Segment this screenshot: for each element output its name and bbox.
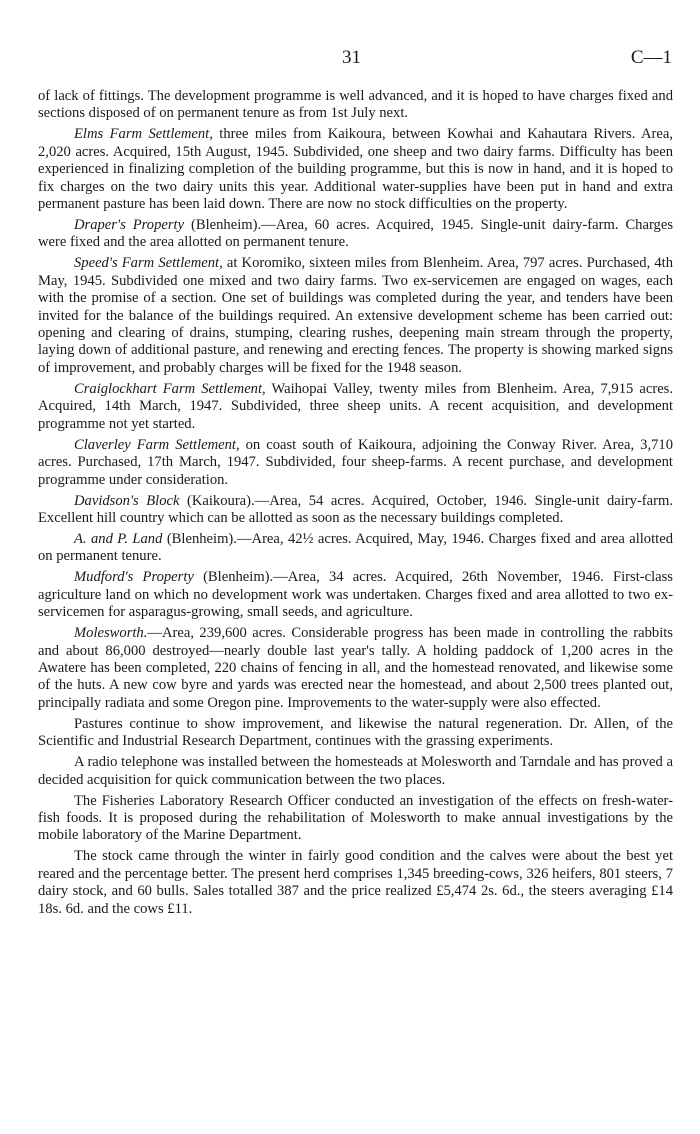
paragraph-heading: A. and P. Land bbox=[74, 530, 163, 547]
paragraph-text: (Kaikoura).—Area, 54 acres. Acquired, October, 1946. Single-unit dairy-farm. Excellent hill country which can be allotted as soon as the necessary buildings completed. bbox=[38, 492, 673, 526]
document-body bbox=[38, 88, 673, 922]
paragraph-speeds-farm bbox=[38, 255, 673, 377]
paragraph-drapers-property bbox=[38, 217, 673, 252]
paragraph-claverley bbox=[38, 437, 673, 489]
paragraph-text: The stock came through the winter in fairly good condition and the calves were about the best yet reared and the percentage better. The present herd comprises 1,345 breeding-cows, 326 heifers, 801 steers, 7 dairy stock, and 60 bulls. Sales totalled 387 and the price realized £5,474 2s. 6d., the steers averaging £14 18s. 6d. and the cows £11. bbox=[38, 848, 673, 917]
paragraph-mudfords-property bbox=[38, 569, 673, 621]
paragraph-molesworth bbox=[38, 625, 673, 712]
paragraph-text: —Area, 239,600 acres. Considerable progress has been made in controlling the rabbits and about 86,000 destroyed—nearly double last year's tally. A holding paddock of 1,200 acres in the Awatere has been completed, 220 chains of fencing in all, and the homestead renovated, and likewise some of the huts. A new cow byre and yards was erected near the homestead, and about 2,500 trees planted out, principally radiata and some Oregon pine. Improvements to the water-supply were also effected. bbox=[38, 625, 673, 711]
paragraph-craiglockhart bbox=[38, 381, 673, 433]
page-header bbox=[0, 47, 700, 71]
paragraph-a-and-p-land bbox=[38, 531, 673, 566]
paragraph-heading: Craiglockhart Farm Settlement, bbox=[74, 380, 266, 397]
paragraph-heading: Elms Farm Settlement, bbox=[74, 126, 213, 143]
paragraph-pastures bbox=[38, 716, 673, 751]
paragraph-elms-farm bbox=[38, 126, 673, 213]
paragraph-heading: Draper's Property bbox=[74, 217, 185, 234]
paragraph-text: of lack of fittings. The development programme is well advanced, and it is hoped to have charges fixed and sections disposed of on permanent tenure as from 1st July next. bbox=[38, 88, 673, 122]
paragraph-text: at Koromiko, sixteen miles from Blenheim. Area, 797 acres. Purchased, 4th May, 1945. Subdivided one mixed and two dairy farms. Two ex-servicemen are engaged on wages, each with the promise of a section. One set of buildings was completed during the year, and tenders have been invited for the balance of the buildings required. An extensive development scheme has been carried out: opening and clearing of drains, stumping, clearing rushes, deepening main stream through the property, laying down of additional pasture, and renewing and erecting fences. The property is showing marked signs of improvement, and probably charges will be fixed for the 1948 season. bbox=[38, 255, 673, 376]
paragraph-text: A radio telephone was installed between the homesteads at Molesworth and Tarndale and has proved a decided acquisition for quick communication between the two places. bbox=[38, 754, 673, 788]
paragraph-text: (Blenheim).—Area, 34 acres. Acquired, 26th November, 1946. First-class agriculture land on which no development work was undertaken. Charges fixed and area allotted to two ex-servicemen for asparagus-growing, small seeds, and agriculture. bbox=[38, 569, 673, 621]
paragraph-davidsons-block bbox=[38, 493, 673, 528]
paragraph-text: The Fisheries Laboratory Research Officer conducted an investigation of the effects on fresh-water-fish foods. It is proposed during the rehabilitation of Molesworth to make annual investigations by the mobile laboratory of the Marine Department. bbox=[38, 792, 673, 844]
paragraph-heading: Claverley Farm Settlement, bbox=[74, 436, 240, 453]
paragraph-fisheries bbox=[38, 793, 673, 845]
paragraph-text: (Blenheim).—Area, 60 acres. Acquired, 1945. Single-unit dairy-farm. Charges were fixed and the area allotted on permanent tenure. bbox=[38, 217, 673, 251]
paragraph-text: Pastures continue to show improvement, and likewise the natural regeneration. Dr. Allen, of the Scientific and Industrial Research Department, continues with the grassing experiments. bbox=[38, 715, 673, 750]
paragraph-text: (Blenheim).—Area, 42½ acres. Acquired, May, 1946. Charges fixed and area allotted on permanent tenure. bbox=[38, 530, 673, 565]
paragraph-radio-telephone bbox=[38, 754, 673, 789]
paragraph-heading: Speed's Farm Settlement, bbox=[74, 255, 223, 272]
paragraph-stock bbox=[38, 848, 673, 918]
paragraph-heading: Molesworth. bbox=[74, 625, 148, 642]
paragraph-heading: Davidson's Block bbox=[74, 492, 180, 509]
page-number: 31 bbox=[342, 47, 361, 68]
paragraph-text: Waihopai Valley, twenty miles from Blenheim. Area, 7,915 acres. Acquired, 14th March, 1947. Subdivided, three sheep units. A recent acquisition, and development programme not yet started. bbox=[38, 380, 673, 432]
paragraph-continuation bbox=[38, 88, 673, 123]
paragraph-text: on coast south of Kaikoura, adjoining the Conway River. Area, 3,710 acres. Purchased, 17th March, 1947. Subdivided, four sheep-farms. A recent purchase, and development programme under consideration. bbox=[38, 436, 673, 488]
paragraph-text: three miles from Kaikoura, between Kowhai and Kahautara Rivers. Area, 2,020 acres. Acquired, 15th August, 1945. Subdivided, one sheep and two dairy farms. Difficulty has been experienced in finalizing completion of the building programme, but this is now in hand, and it is hoped to fix charges on the two dairy units this year. Additional water-supplies have been put in hand and extra permanent pasture has been laid down. There are now no stock difficulties on the property. bbox=[38, 126, 673, 213]
paragraph-heading: Mudford's Property bbox=[74, 569, 194, 586]
document-reference: C—1 bbox=[630, 47, 672, 68]
